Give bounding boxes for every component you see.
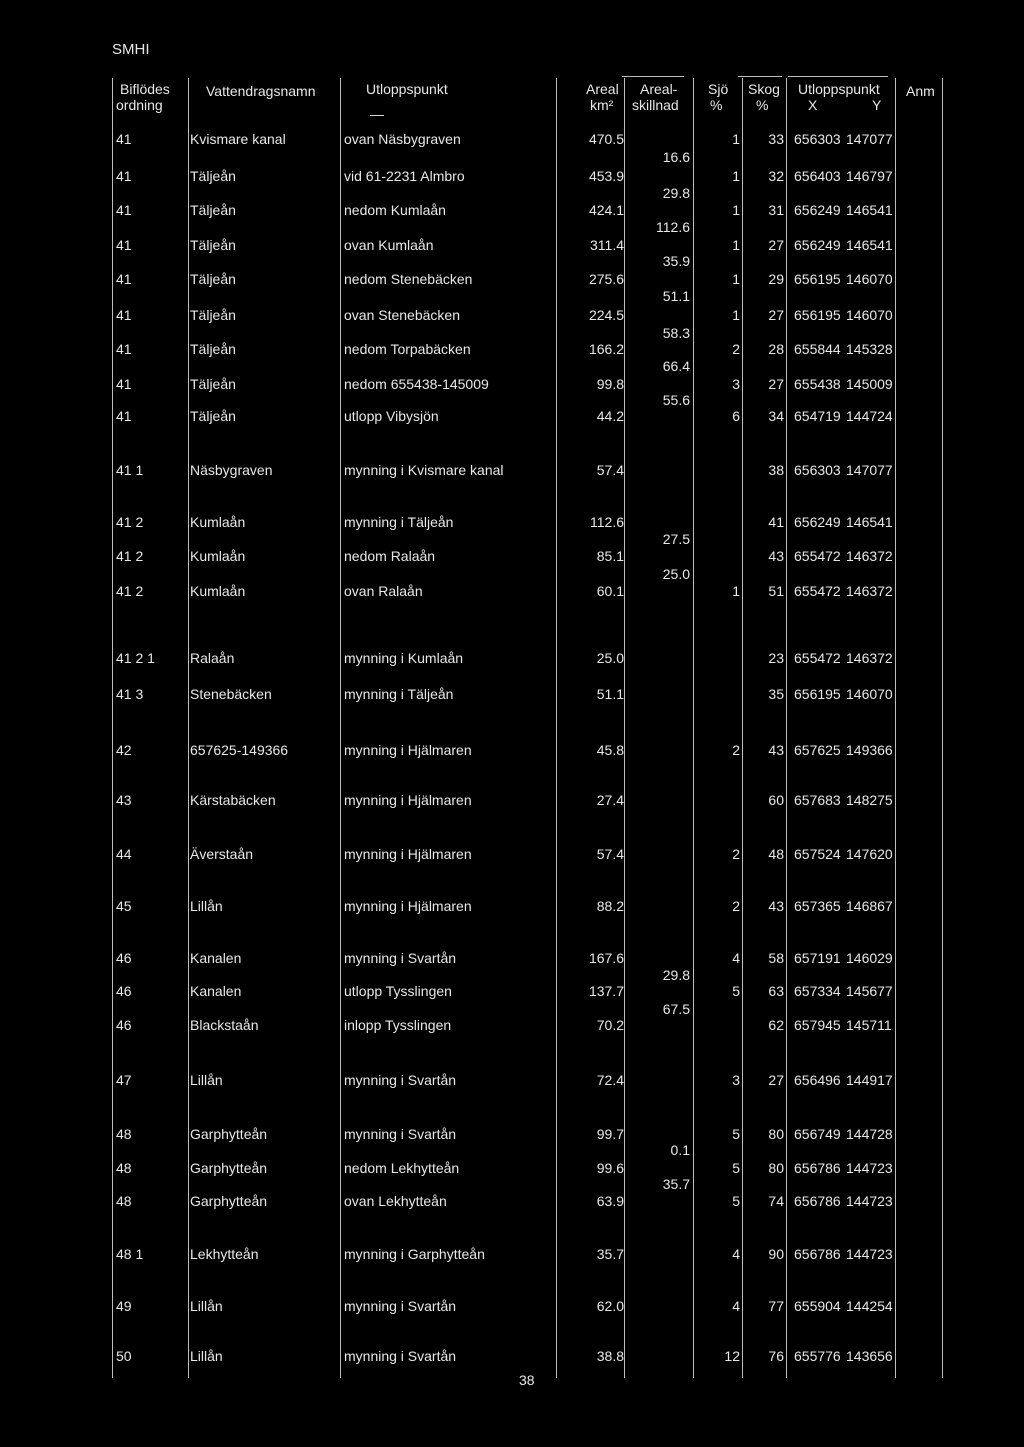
cell-areal: 424.1 [588,202,624,218]
cell-utloppspunkt: ovan Ralaån [344,583,423,599]
cell-areal-skillnad: 0.1 [670,1142,690,1158]
cell-skog: 32 [768,168,784,184]
header-skillnad-1: Areal- [640,81,678,97]
cell-vattendrag: Täljeån [190,202,236,218]
cell-sjo: 3 [732,1072,740,1088]
cell-ordning: 41 3 [116,686,144,702]
cell-ordning: 48 [116,1126,132,1142]
cell-sjo: 12 [724,1348,740,1364]
header-rule [788,76,888,77]
cell-koord-y: 146867 [846,898,893,914]
cell-koord-x: 655904 [794,1298,841,1314]
cell-areal: 137.7 [588,983,624,999]
cell-areal-skillnad: 27.5 [662,531,690,547]
cell-areal: 311.4 [590,237,624,253]
cell-utloppspunkt: ovan Stenebäcken [344,307,460,323]
cell-vattendrag: Äverstaån [190,846,254,862]
cell-sjo: 5 [732,983,740,999]
cell-utloppspunkt: ovan Näsbygraven [344,131,461,147]
cell-koord-x: 656303 [794,462,841,478]
cell-vattendrag: Kanalen [190,950,242,966]
cell-areal: 60.1 [596,583,624,599]
cell-utloppspunkt: mynning i Hjälmaren [344,792,472,808]
cell-utloppspunkt: mynning i Svartån [344,950,457,966]
cell-areal-skillnad: 55.6 [662,392,690,408]
cell-ordning: 41 [116,202,132,218]
header-anm: Anm [906,83,935,99]
cell-vattendrag: Lekhytteån [190,1246,259,1262]
cell-koord-x: 657334 [794,983,841,999]
cell-ordning: 41 [116,131,132,147]
cell-skog: 31 [768,202,784,218]
column-rule [786,78,787,1378]
org-label: SMHI [112,41,150,58]
cell-ordning: 41 2 [116,583,144,599]
cell-koord-y: 146372 [846,650,893,666]
cell-areal-skillnad: 66.4 [662,358,690,374]
cell-areal: 44.2 [596,408,624,424]
column-rule [112,78,113,1378]
cell-areal: 27.4 [596,792,624,808]
cell-areal-skillnad: 51.1 [662,288,690,304]
cell-koord-y: 146070 [846,307,893,323]
cell-ordning: 41 1 [116,462,144,478]
cell-koord-y: 146070 [846,686,893,702]
cell-areal: 45.8 [596,742,624,758]
cell-koord-x: 655472 [794,583,841,599]
cell-sjo: 1 [732,202,740,218]
cell-koord-y: 146029 [846,950,893,966]
cell-areal-skillnad: 67.5 [662,1001,690,1017]
cell-sjo: 2 [732,742,740,758]
cell-skog: 35 [768,686,784,702]
cell-utloppspunkt: mynning i Svartån [344,1072,457,1088]
cell-koord-x: 655438 [794,376,841,392]
header-dash: — [370,106,384,122]
cell-utloppspunkt: nedom Kumlaån [344,202,446,218]
cell-vattendrag: Täljeån [190,376,236,392]
cell-koord-y: 146541 [846,202,893,218]
cell-sjo: 1 [732,131,740,147]
cell-skog: 29 [768,271,784,287]
cell-utloppspunkt: mynning i Svartån [344,1298,457,1314]
cell-koord-y: 146541 [846,514,893,530]
cell-vattendrag: Täljeån [190,341,236,357]
cell-utloppspunkt: mynning i Kumlaån [344,650,464,666]
cell-sjo: 5 [732,1126,740,1142]
cell-koord-y: 146372 [846,548,893,564]
cell-sjo: 6 [732,408,740,424]
cell-koord-y: 147077 [846,462,893,478]
cell-skog: 60 [768,792,784,808]
cell-ordning: 46 [116,1017,132,1033]
cell-vattendrag: Täljeån [190,237,236,253]
cell-skog: 43 [768,898,784,914]
cell-koord-x: 656195 [794,271,841,287]
column-rule [188,78,189,1378]
cell-skog: 23 [768,650,784,666]
cell-utloppspunkt: nedom Ralaån [344,548,436,564]
cell-vattendrag: Ralaån [190,650,235,666]
header-koord-y: Y [872,97,882,113]
cell-areal: 38.8 [596,1348,624,1364]
cell-ordning: 46 [116,983,132,999]
cell-sjo: 1 [732,271,740,287]
cell-ordning: 48 1 [116,1246,144,1262]
header-skog-1: Skog [748,81,780,97]
cell-koord-y: 143656 [846,1348,893,1364]
cell-areal-skillnad: 25.0 [662,566,690,582]
cell-ordning: 47 [116,1072,132,1088]
cell-ordning: 41 2 1 [116,650,155,666]
cell-ordning: 41 [116,376,132,392]
cell-utloppspunkt: vid 61-2231 Almbro [344,168,465,184]
cell-vattendrag: Kärstabäcken [190,792,276,808]
cell-ordning: 42 [116,742,132,758]
cell-skog: 41 [768,514,784,530]
header-rule [738,76,782,77]
cell-sjo: 1 [732,168,740,184]
cell-skog: 27 [768,376,784,392]
cell-areal: 51.1 [596,686,624,702]
header-vattendrag: Vattendragsnamn [206,83,316,99]
cell-areal: 224.5 [588,307,624,323]
cell-vattendrag: Lillån [190,1298,223,1314]
cell-utloppspunkt: mynning i Garphytteån [344,1246,485,1262]
cell-areal: 25.0 [596,650,624,666]
cell-koord-y: 144723 [846,1160,893,1176]
cell-skog: 51 [768,583,784,599]
cell-areal: 88.2 [596,898,624,914]
cell-koord-x: 657625 [794,742,841,758]
cell-vattendrag: 657625-149366 [190,742,289,758]
cell-areal: 57.4 [596,462,624,478]
cell-koord-x: 657365 [794,898,841,914]
cell-vattendrag: Lillån [190,1072,223,1088]
cell-koord-x: 656249 [794,202,841,218]
cell-skog: 28 [768,341,784,357]
cell-koord-x: 655472 [794,650,841,666]
header-sjo-2: % [710,97,723,113]
cell-koord-x: 656303 [794,131,841,147]
cell-sjo: 1 [732,583,740,599]
cell-ordning: 41 [116,307,132,323]
cell-areal: 72.4 [596,1072,624,1088]
cell-areal-skillnad: 29.8 [662,967,690,983]
cell-areal-skillnad: 58.3 [662,325,690,341]
cell-areal-skillnad: 16.6 [662,149,690,165]
cell-vattendrag: Garphytteån [190,1193,268,1209]
cell-ordning: 43 [116,792,132,808]
cell-ordning: 41 [116,237,132,253]
cell-areal: 62.0 [596,1298,624,1314]
header-areal-2: km² [590,97,614,113]
cell-koord-y: 144724 [846,408,893,424]
cell-koord-x: 656249 [794,237,841,253]
page-number: 38 [519,1372,535,1388]
cell-utloppspunkt: mynning i Täljeån [344,514,454,530]
cell-koord-x: 654719 [794,408,841,424]
header-skillnad-2: skillnad [632,97,679,113]
cell-areal-skillnad: 35.9 [662,253,690,269]
cell-koord-y: 145328 [846,341,893,357]
cell-koord-y: 146541 [846,237,893,253]
cell-utloppspunkt: utlopp Vibysjön [344,408,439,424]
cell-areal-skillnad: 112.6 [656,219,690,235]
cell-utloppspunkt: mynning i Kvismare kanal [344,462,504,478]
cell-koord-x: 657945 [794,1017,841,1033]
cell-skog: 80 [768,1126,784,1142]
cell-utloppspunkt: nedom Torpabäcken [344,341,471,357]
cell-koord-y: 144728 [846,1126,893,1142]
cell-vattendrag: Stenebäcken [190,686,272,702]
cell-ordning: 49 [116,1298,132,1314]
cell-ordning: 41 [116,341,132,357]
cell-skog: 34 [768,408,784,424]
cell-koord-x: 655472 [794,548,841,564]
cell-utloppspunkt: nedom Stenebäcken [344,271,473,287]
cell-sjo: 4 [732,1246,740,1262]
cell-koord-x: 656786 [794,1160,841,1176]
header-utloppspunkt: Utloppspunkt [366,81,448,97]
cell-koord-x: 656195 [794,307,841,323]
cell-koord-x: 656496 [794,1072,841,1088]
cell-koord-y: 145009 [846,376,893,392]
cell-utloppspunkt: mynning i Svartån [344,1126,457,1142]
cell-koord-y: 146070 [846,271,893,287]
cell-areal: 166.2 [588,341,624,357]
header-skog-2: % [756,97,769,113]
cell-skog: 48 [768,846,784,862]
cell-koord-x: 656786 [794,1246,841,1262]
cell-koord-y: 149366 [846,742,893,758]
cell-koord-x: 657191 [794,950,841,966]
cell-koord-x: 656249 [794,514,841,530]
column-rule [340,78,341,1378]
cell-utloppspunkt: nedom 655438-145009 [344,376,489,392]
cell-vattendrag: Täljeån [190,408,236,424]
cell-vattendrag: Kanalen [190,983,242,999]
cell-vattendrag: Kumlaån [190,548,246,564]
column-rule [693,78,694,1378]
header-koord-x: X [808,97,818,113]
cell-vattendrag: Lillån [190,1348,223,1364]
cell-utloppspunkt: mynning i Hjälmaren [344,898,472,914]
cell-koord-y: 145677 [846,983,893,999]
cell-utloppspunkt: ovan Kumlaån [344,237,434,253]
cell-areal: 470.5 [588,131,624,147]
cell-skog: 77 [768,1298,784,1314]
cell-areal: 99.6 [596,1160,624,1176]
cell-utloppspunkt: mynning i Täljeån [344,686,454,702]
cell-skog: 90 [768,1246,784,1262]
header-rule [622,76,684,77]
header-sjo-1: Sjö [708,81,729,97]
header-ordning-1: Biflödes [120,81,170,97]
cell-vattendrag: Kumlaån [190,514,246,530]
cell-areal: 85.1 [596,548,624,564]
cell-sjo: 5 [732,1193,740,1209]
cell-skog: 43 [768,548,784,564]
header-areal-1: Areal [586,81,619,97]
cell-vattendrag: Näsbygraven [190,462,273,478]
cell-sjo: 4 [732,1298,740,1314]
cell-koord-y: 144723 [846,1193,893,1209]
cell-areal: 112.6 [590,514,624,530]
cell-utloppspunkt: ovan Lekhytteån [344,1193,447,1209]
cell-vattendrag: Lillån [190,898,223,914]
cell-skog: 74 [768,1193,784,1209]
cell-vattendrag: Kvismare kanal [190,131,286,147]
cell-sjo: 2 [732,898,740,914]
cell-koord-x: 656786 [794,1193,841,1209]
cell-vattendrag: Kumlaån [190,583,246,599]
cell-skog: 38 [768,462,784,478]
column-rule [942,78,943,1378]
cell-vattendrag: Garphytteån [190,1126,268,1142]
cell-utloppspunkt: mynning i Hjälmaren [344,846,472,862]
cell-areal: 35.7 [596,1246,624,1262]
cell-vattendrag: Garphytteån [190,1160,268,1176]
cell-skog: 27 [768,1072,784,1088]
cell-skog: 27 [768,307,784,323]
cell-sjo: 1 [732,307,740,323]
cell-areal: 275.6 [588,271,624,287]
cell-skog: 80 [768,1160,784,1176]
cell-ordning: 41 [116,168,132,184]
column-rule [895,78,896,1378]
cell-sjo: 1 [732,237,740,253]
cell-koord-x: 656749 [794,1126,841,1142]
cell-koord-y: 144254 [846,1298,893,1314]
column-rule [624,78,625,1378]
cell-skog: 27 [768,237,784,253]
cell-utloppspunkt: utlopp Tysslingen [344,983,452,999]
cell-ordning: 41 [116,408,132,424]
cell-skog: 33 [768,131,784,147]
cell-utloppspunkt: nedom Lekhytteån [344,1160,460,1176]
column-rule [742,78,743,1378]
cell-utloppspunkt: mynning i Svartån [344,1348,457,1364]
cell-koord-y: 145711 [846,1017,892,1033]
cell-skog: 62 [768,1017,784,1033]
cell-sjo: 2 [732,341,740,357]
cell-utloppspunkt: inlopp Tysslingen [344,1017,452,1033]
cell-skog: 76 [768,1348,784,1364]
cell-koord-x: 656195 [794,686,841,702]
cell-vattendrag: Täljeån [190,168,236,184]
cell-koord-y: 148275 [846,792,893,808]
cell-koord-x: 657683 [794,792,841,808]
header-koord-1: Utloppspunkt [798,81,880,97]
cell-ordning: 41 [116,271,132,287]
cell-ordning: 41 2 [116,548,144,564]
cell-areal: 99.8 [596,376,624,392]
cell-areal: 453.9 [588,168,624,184]
cell-areal: 167.6 [588,950,624,966]
cell-vattendrag: Täljeån [190,271,236,287]
cell-koord-y: 147077 [846,131,893,147]
cell-areal: 70.2 [596,1017,624,1033]
cell-vattendrag: Blackstaån [190,1017,259,1033]
column-rule [556,78,557,1378]
cell-skog: 63 [768,983,784,999]
cell-koord-x: 655776 [794,1348,841,1364]
cell-koord-y: 144917 [846,1072,893,1088]
cell-koord-x: 655844 [794,341,841,357]
cell-ordning: 48 [116,1160,132,1176]
cell-skog: 43 [768,742,784,758]
cell-areal: 99.7 [596,1126,624,1142]
cell-ordning: 45 [116,898,132,914]
cell-sjo: 2 [732,846,740,862]
cell-skog: 58 [768,950,784,966]
cell-sjo: 3 [732,376,740,392]
cell-areal: 57.4 [596,846,624,862]
cell-ordning: 46 [116,950,132,966]
cell-areal-skillnad: 35.7 [662,1176,690,1192]
cell-sjo: 4 [732,950,740,966]
cell-sjo: 5 [732,1160,740,1176]
cell-ordning: 50 [116,1348,132,1364]
cell-areal-skillnad: 29.8 [662,185,690,201]
cell-ordning: 44 [116,846,132,862]
cell-koord-y: 146797 [846,168,893,184]
header-ordning-2: ordning [116,97,163,113]
cell-ordning: 48 [116,1193,132,1209]
cell-utloppspunkt: mynning i Hjälmaren [344,742,472,758]
cell-koord-y: 147620 [846,846,893,862]
cell-koord-x: 656403 [794,168,841,184]
cell-vattendrag: Täljeån [190,307,236,323]
cell-koord-x: 657524 [794,846,841,862]
cell-koord-y: 144723 [846,1246,893,1262]
cell-ordning: 41 2 [116,514,144,530]
cell-koord-y: 146372 [846,583,893,599]
cell-areal: 63.9 [596,1193,624,1209]
